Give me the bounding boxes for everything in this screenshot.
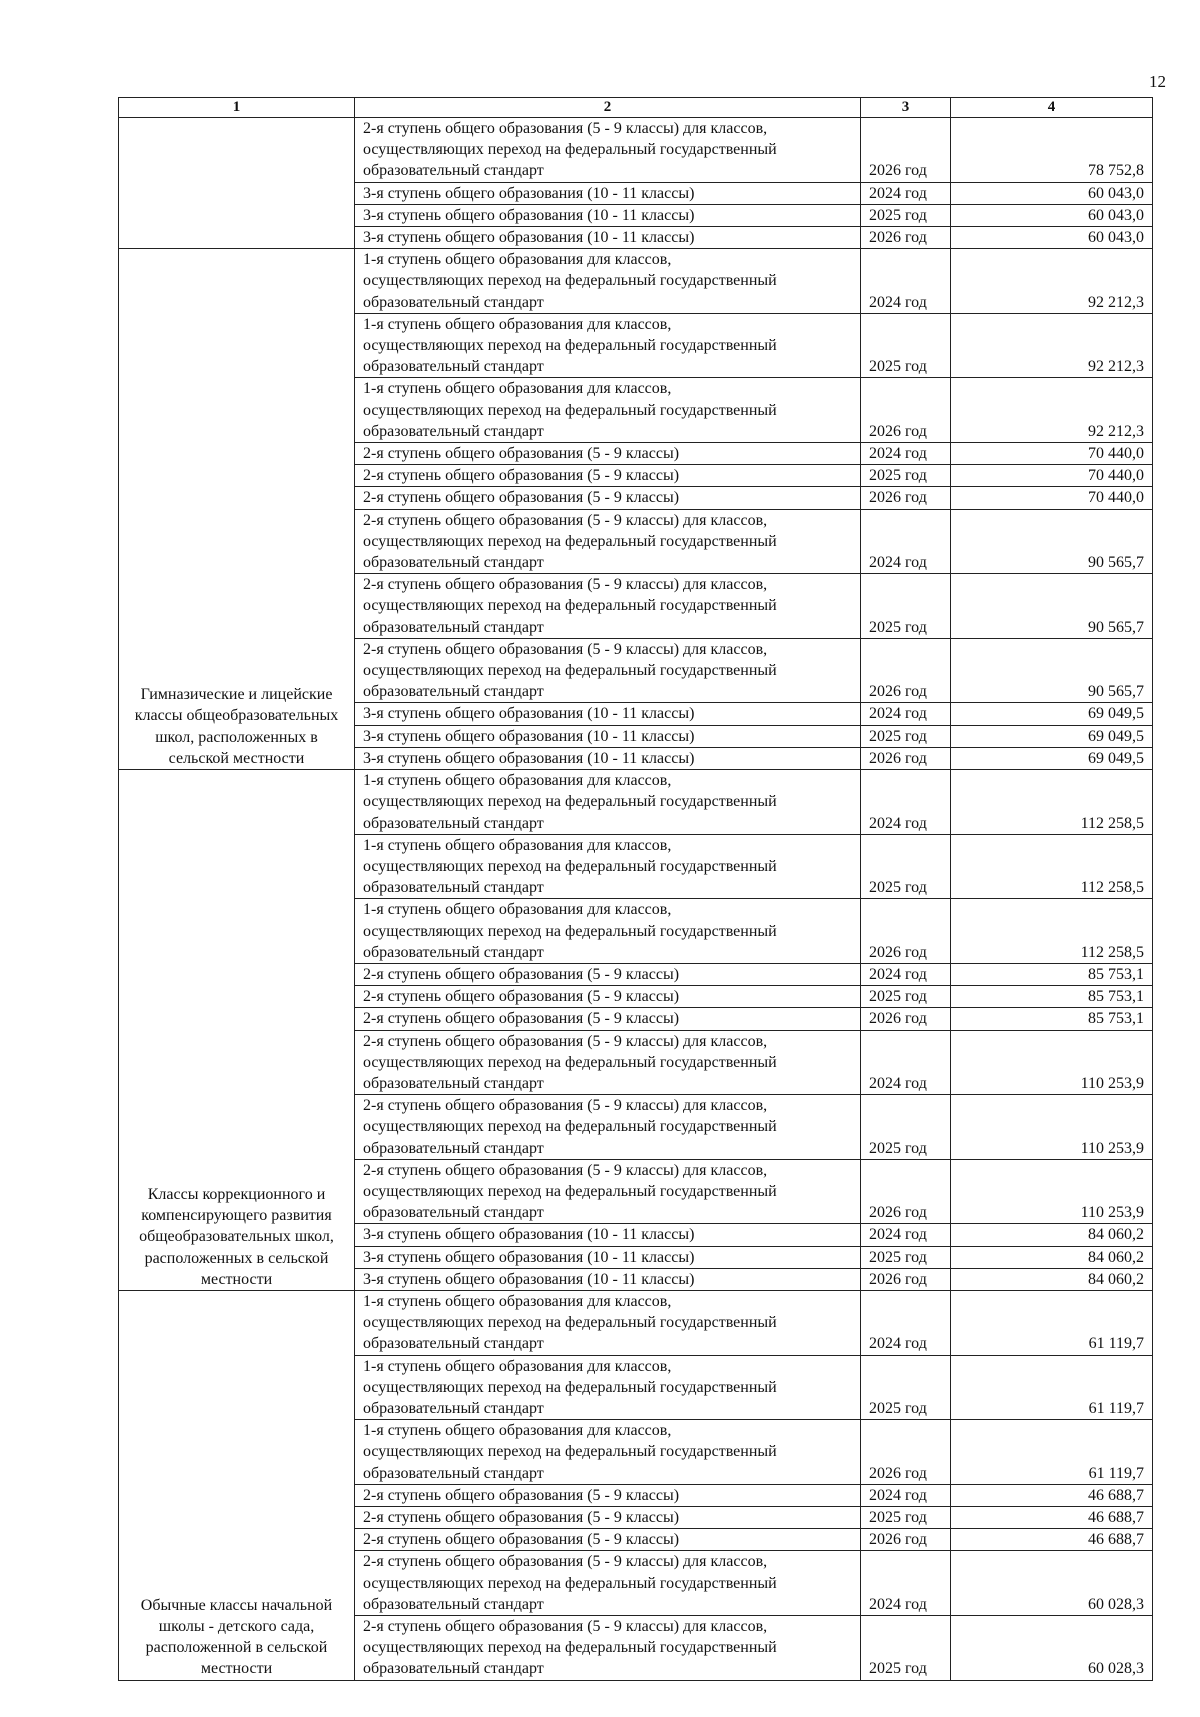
year-cell: 2024 год xyxy=(861,770,951,835)
value-cell: 112 258,5 xyxy=(951,834,1153,899)
education-level-text: 1-я ступень общего образования для классов, xyxy=(363,1292,672,1310)
value-cell: 60 043,0 xyxy=(951,182,1153,204)
year-cell: 2024 год xyxy=(861,963,951,985)
value-cell: 84 060,2 xyxy=(951,1268,1153,1290)
year-cell: 2025 год xyxy=(861,986,951,1008)
year-cell: 2026 год xyxy=(861,378,951,443)
education-level-cell xyxy=(355,313,861,378)
value-cell: 85 753,1 xyxy=(951,986,1153,1008)
education-level-text: 2-я ступень общего образования (5 - 9 классы) xyxy=(363,988,680,1006)
year-cell: 2026 год xyxy=(861,487,951,509)
education-level-cell xyxy=(355,118,861,183)
education-level-text: осуществляющих переход на федеральный государственный xyxy=(363,141,777,159)
education-level-text: 2-я ступень общего образования (5 - 9 классы) для классов, xyxy=(363,120,768,137)
education-level-text: 2-я ступень общего образования (5 - 9 классы) для классов, xyxy=(363,576,768,594)
category-cell: Классы коррекционного и компенсирующего развития общеобразовательных школ, расположенных в сельской местности xyxy=(119,770,355,1291)
education-level-text: образовательный стандарт xyxy=(363,814,544,832)
value-cell: 69 049,5 xyxy=(951,703,1153,725)
year-cell: 2024 год xyxy=(861,1551,951,1616)
education-level-cell xyxy=(355,747,861,769)
year-cell: 2024 год xyxy=(861,443,951,465)
value-cell: 61 119,7 xyxy=(951,1290,1153,1355)
value-cell: 60 028,3 xyxy=(951,1616,1153,1681)
value-cell: 61 119,7 xyxy=(951,1420,1153,1485)
education-level-text: 2-я ступень общего образования (5 - 9 классы) xyxy=(363,965,680,983)
year-cell: 2025 год xyxy=(861,313,951,378)
education-level-text: образовательный стандарт xyxy=(363,943,544,961)
year-cell: 2025 год xyxy=(861,725,951,747)
value-cell: 69 049,5 xyxy=(951,747,1153,769)
year-cell: 2025 год xyxy=(861,574,951,639)
education-level-text: 3-я ступень общего образования (10 - 11 классы) xyxy=(363,184,695,202)
value-cell: 110 253,9 xyxy=(951,1095,1153,1160)
year-cell: 2025 год xyxy=(861,834,951,899)
education-level-text: осуществляющих переход на федеральный государственный xyxy=(363,272,777,290)
category-cell: Гимназические и лицейские классы общеобразовательных школ, расположенных в сельской местности xyxy=(119,249,355,770)
education-level-cell xyxy=(355,1529,861,1551)
value-cell: 61 119,7 xyxy=(951,1355,1153,1420)
year-cell: 2026 год xyxy=(861,1268,951,1290)
education-level-text: 1-я ступень общего образования для классов, xyxy=(363,380,672,398)
year-cell: 2024 год xyxy=(861,1484,951,1506)
year-cell: 2025 год xyxy=(861,1246,951,1268)
value-cell: 85 753,1 xyxy=(951,1008,1153,1030)
education-level-text: образовательный стандарт xyxy=(363,1660,544,1678)
education-level-cell xyxy=(355,1008,861,1030)
education-level-text: 2-я ступень общего образования (5 - 9 классы) xyxy=(363,1509,680,1526)
value-cell: 60 028,3 xyxy=(951,1551,1153,1616)
education-level-cell xyxy=(355,1246,861,1268)
education-level-text: осуществляющих переход на федеральный государственный xyxy=(363,1574,777,1592)
education-level-text: 2-я ступень общего образования (5 - 9 классы) для классов, xyxy=(363,1618,768,1636)
education-level-text: 1-я ступень общего образования для классов, xyxy=(363,1422,672,1440)
year-cell: 2024 год xyxy=(861,703,951,725)
year-cell: 2025 год xyxy=(861,204,951,226)
value-cell: 70 440,0 xyxy=(951,487,1153,509)
education-level-text: осуществляющих переход на федеральный государственный xyxy=(363,1314,777,1332)
value-cell: 78 752,8 xyxy=(951,118,1153,183)
value-cell: 92 212,3 xyxy=(951,378,1153,443)
category-cell: Обычные классы начальной школы - детского сада, расположенной в сельской местности xyxy=(119,1290,355,1680)
education-level-cell xyxy=(355,1484,861,1506)
year-cell: 2024 год xyxy=(861,249,951,314)
education-level-cell xyxy=(355,963,861,985)
year-cell: 2026 год xyxy=(861,1159,951,1224)
education-level-cell xyxy=(355,1268,861,1290)
year-cell: 2026 год xyxy=(861,899,951,964)
value-cell: 46 688,7 xyxy=(951,1529,1153,1551)
education-level-text: образовательный стандарт xyxy=(363,554,544,572)
value-cell: 90 565,7 xyxy=(951,509,1153,574)
column-header: 4 xyxy=(951,98,1153,118)
education-level-cell xyxy=(355,465,861,487)
year-cell: 2026 год xyxy=(861,638,951,703)
education-level-cell xyxy=(355,703,861,725)
education-level-text: 1-я ступень общего образования для классов, xyxy=(363,901,672,919)
education-level-text: 2-я ступень общего образования (5 - 9 классы) для классов, xyxy=(363,1032,768,1050)
value-cell: 46 688,7 xyxy=(951,1484,1153,1506)
education-level-text: 1-я ступень общего образования для классов, xyxy=(363,836,672,854)
year-cell: 2026 год xyxy=(861,1420,951,1485)
education-level-text: 2-я ступень общего образования (5 - 9 классы) xyxy=(363,467,680,485)
education-level-cell xyxy=(355,249,861,314)
table-row xyxy=(119,118,1153,183)
education-level-text: осуществляющих переход на федеральный государственный xyxy=(363,1182,777,1200)
year-cell: 2026 год xyxy=(861,1008,951,1030)
education-level-cell xyxy=(355,1551,861,1616)
education-level-text: 2-я ступень общего образования (5 - 9 классы) для классов, xyxy=(363,1553,768,1571)
education-level-text: образовательный стандарт xyxy=(363,1139,544,1157)
education-level-text: 2-я ступень общего образования (5 - 9 классы) xyxy=(363,489,680,507)
education-level-cell xyxy=(355,770,861,835)
year-cell: 2026 год xyxy=(861,747,951,769)
education-level-text: осуществляющих переход на федеральный государственный xyxy=(363,532,777,550)
education-level-text: осуществляющих переход на федеральный государственный xyxy=(363,337,777,355)
page-number: 12 xyxy=(1149,72,1166,91)
education-level-text: образовательный стандарт xyxy=(363,293,544,311)
value-cell: 70 440,0 xyxy=(951,443,1153,465)
education-level-text: образовательный стандарт xyxy=(363,1464,544,1482)
table-body xyxy=(119,118,1153,1681)
year-cell: 2026 год xyxy=(861,118,951,183)
column-header: 2 xyxy=(355,98,861,118)
value-cell: 84 060,2 xyxy=(951,1246,1153,1268)
education-level-text: 2-я ступень общего образования (5 - 9 классы) для классов, xyxy=(363,1161,768,1179)
year-cell: 2026 год xyxy=(861,227,951,249)
year-cell: 2024 год xyxy=(861,1030,951,1095)
education-level-cell xyxy=(355,1420,861,1485)
education-level-cell xyxy=(355,574,861,639)
value-cell: 92 212,3 xyxy=(951,249,1153,314)
education-level-cell xyxy=(355,1159,861,1224)
education-level-text: 1-я ступень общего образования для классов, xyxy=(363,772,672,790)
year-cell: 2025 год xyxy=(861,1095,951,1160)
education-level-text: образовательный стандарт xyxy=(363,1335,544,1353)
value-cell: 110 253,9 xyxy=(951,1159,1153,1224)
education-level-cell xyxy=(355,204,861,226)
education-level-cell xyxy=(355,638,861,703)
education-level-text: осуществляющих переход на федеральный государственный xyxy=(363,662,777,680)
education-level-text: 3-я ступень общего образования (10 - 11 классы) xyxy=(363,229,695,247)
education-level-text: осуществляющих переход на федеральный государственный xyxy=(363,793,777,811)
education-level-text: 3-я ступень общего образования (10 - 11 классы) xyxy=(363,1270,695,1288)
education-level-text: осуществляющих переход на федеральный государственный xyxy=(363,1378,777,1396)
education-level-text: осуществляющих переход на федеральный государственный xyxy=(363,857,777,875)
education-level-cell xyxy=(355,1095,861,1160)
education-level-text: образовательный стандарт xyxy=(363,683,544,701)
table-row xyxy=(119,1290,1153,1355)
education-level-cell xyxy=(355,899,861,964)
education-level-text: образовательный стандарт xyxy=(363,1204,544,1222)
value-cell: 110 253,9 xyxy=(951,1030,1153,1095)
education-level-text: 3-я ступень общего образования (10 - 11 классы) xyxy=(363,206,695,224)
education-level-cell xyxy=(355,227,861,249)
value-cell: 69 049,5 xyxy=(951,725,1153,747)
education-level-cell xyxy=(355,378,861,443)
year-cell: 2025 год xyxy=(861,465,951,487)
education-level-text: образовательный стандарт xyxy=(363,879,544,897)
education-level-text: образовательный стандарт xyxy=(363,618,544,636)
budget-table xyxy=(118,97,1153,1681)
table-row xyxy=(119,249,1153,314)
education-level-text: 3-я ступень общего образования (10 - 11 классы) xyxy=(363,705,695,723)
value-cell: 46 688,7 xyxy=(951,1507,1153,1529)
education-level-text: образовательный стандарт xyxy=(363,162,544,180)
education-level-text: образовательный стандарт xyxy=(363,1074,544,1092)
education-level-text: образовательный стандарт xyxy=(363,422,544,440)
education-level-cell xyxy=(355,1030,861,1095)
education-level-text: 2-я ступень общего образования (5 - 9 классы) для классов, xyxy=(363,640,768,658)
year-cell: 2024 год xyxy=(861,182,951,204)
education-level-text: 1-я ступень общего образования для классов, xyxy=(363,1357,672,1375)
education-level-text: осуществляющих переход на федеральный государственный xyxy=(363,401,777,419)
column-header: 1 xyxy=(119,98,355,118)
value-cell: 70 440,0 xyxy=(951,465,1153,487)
value-cell: 112 258,5 xyxy=(951,770,1153,835)
education-level-cell xyxy=(355,443,861,465)
value-cell: 92 212,3 xyxy=(951,313,1153,378)
value-cell: 60 043,0 xyxy=(951,204,1153,226)
education-level-text: образовательный стандарт xyxy=(363,1595,544,1613)
value-cell: 85 753,1 xyxy=(951,963,1153,985)
year-cell: 2024 год xyxy=(861,1290,951,1355)
education-level-text: осуществляющих переход на федеральный государственный xyxy=(363,1053,777,1071)
year-cell: 2025 год xyxy=(861,1507,951,1529)
education-level-text: 3-я ступень общего образования (10 - 11 классы) xyxy=(363,1226,695,1244)
value-cell: 90 565,7 xyxy=(951,638,1153,703)
column-header: 3 xyxy=(861,98,951,118)
education-level-cell xyxy=(355,1355,861,1420)
value-cell: 112 258,5 xyxy=(951,899,1153,964)
education-level-cell xyxy=(355,182,861,204)
education-level-text: образовательный стандарт xyxy=(363,1399,544,1417)
year-cell: 2025 год xyxy=(861,1616,951,1681)
education-level-cell xyxy=(355,834,861,899)
education-level-cell xyxy=(355,1290,861,1355)
value-cell: 60 043,0 xyxy=(951,227,1153,249)
education-level-text: 3-я ступень общего образования (10 - 11 классы) xyxy=(363,749,695,767)
year-cell: 2025 год xyxy=(861,1355,951,1420)
education-level-cell xyxy=(355,509,861,574)
category-cell xyxy=(119,118,355,249)
education-level-cell xyxy=(355,1224,861,1246)
education-level-text: 2-я ступень общего образования (5 - 9 классы) xyxy=(363,1010,680,1028)
education-level-text: осуществляющих переход на федеральный государственный xyxy=(363,597,777,615)
education-level-cell xyxy=(355,487,861,509)
education-level-text: 1-я ступень общего образования для классов, xyxy=(363,315,672,333)
education-level-text: 2-я ступень общего образования (5 - 9 классы) для классов, xyxy=(363,1097,768,1115)
education-level-text: 2-я ступень общего образования (5 - 9 классы) xyxy=(363,1486,680,1504)
education-level-text: 2-я ступень общего образования (5 - 9 классы) для классов, xyxy=(363,511,768,529)
education-level-cell xyxy=(355,1616,861,1681)
table-row xyxy=(119,770,1153,835)
education-level-text: осуществляющих переход на федеральный государственный xyxy=(363,922,777,940)
education-level-text: 1-я ступень общего образования для классов, xyxy=(363,251,672,269)
education-level-cell xyxy=(355,986,861,1008)
education-level-text: 3-я ступень общего образования (10 - 11 классы) xyxy=(363,727,695,745)
value-cell: 84 060,2 xyxy=(951,1224,1153,1246)
education-level-cell xyxy=(355,725,861,747)
education-level-text: осуществляющих переход на федеральный государственный xyxy=(363,1639,777,1657)
header-row xyxy=(119,98,1153,118)
year-cell: 2024 год xyxy=(861,1224,951,1246)
education-level-text: 3-я ступень общего образования (10 - 11 классы) xyxy=(363,1248,695,1266)
value-cell: 90 565,7 xyxy=(951,574,1153,639)
education-level-text: осуществляющих переход на федеральный государственный xyxy=(363,1443,777,1461)
year-cell: 2024 год xyxy=(861,509,951,574)
education-level-text: 2-я ступень общего образования (5 - 9 классы) xyxy=(363,1531,680,1549)
education-level-text: образовательный стандарт xyxy=(363,358,544,376)
year-cell: 2026 год xyxy=(861,1529,951,1551)
education-level-text: осуществляющих переход на федеральный государственный xyxy=(363,1118,777,1136)
education-level-cell xyxy=(355,1507,861,1529)
education-level-text: 2-я ступень общего образования (5 - 9 классы) xyxy=(363,445,680,463)
